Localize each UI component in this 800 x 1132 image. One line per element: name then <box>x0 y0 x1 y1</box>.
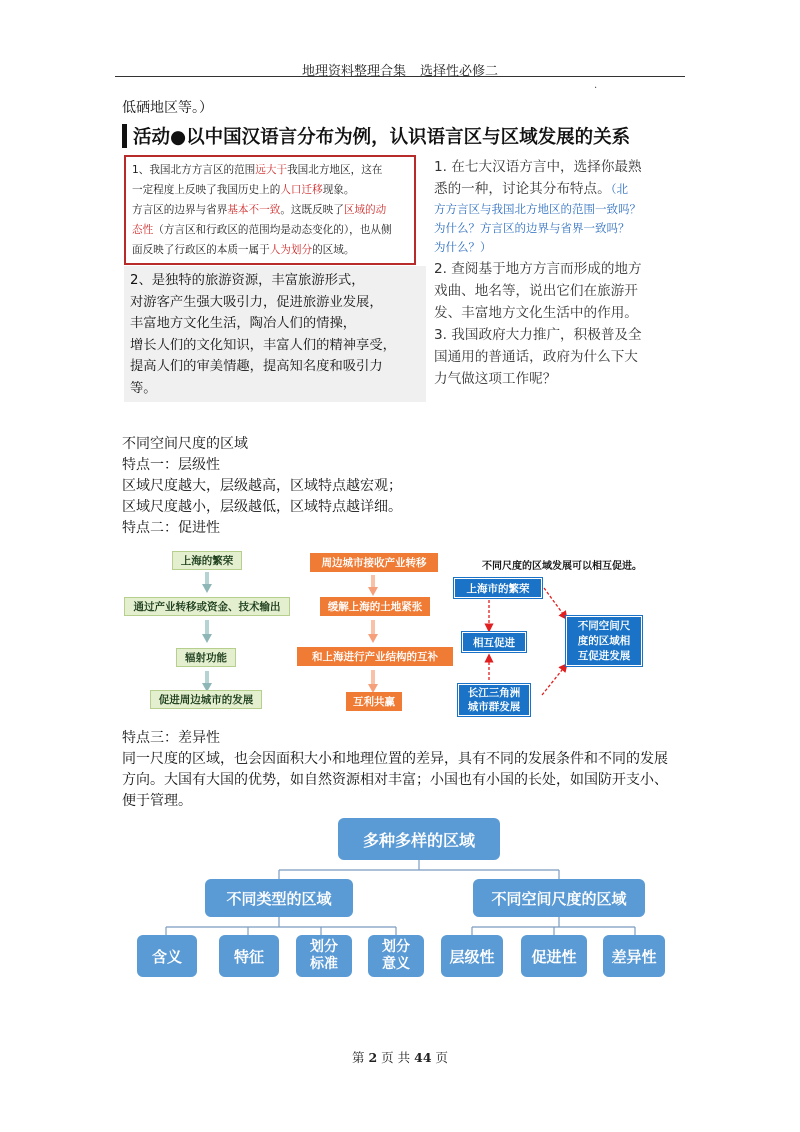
flow-green-step-1: 上海的繁荣 <box>172 551 242 570</box>
tree-root: 多种多样的区域 <box>338 818 500 860</box>
feature-1-line-2: 区域尺度越小，层级越低，区域特点越详细。 <box>122 499 402 515</box>
intro-tail: 低硒地区等。） <box>122 100 213 116</box>
footer-page-number: 2 <box>368 1050 378 1065</box>
feature-3-line-2: 方向。大国有大国的优势，如自然资源相对丰富；小国也有小国的长处，如国防开支小、 <box>122 772 668 788</box>
flow-orange-arrow <box>368 587 378 596</box>
flow-orange-step-2: 缓解上海的土地紧张 <box>320 597 430 616</box>
tree-leaf-difference: 差异性 <box>603 935 665 977</box>
flow-blue-shanghai: 上海市的繁荣 <box>454 578 542 598</box>
answer2-line: 提高人们的审美情趣，提高知名度和吸引力 <box>130 359 383 374</box>
question-1-note: 为什么？方言区的边界与省界一致吗？ <box>434 221 630 235</box>
answer-line-1: 1、我国北方方言区的范围远大于我国北方地区，这在 <box>132 164 383 176</box>
dashed-arrow-2 <box>542 665 566 695</box>
header-subtitle: 选择性必修二 <box>420 64 499 79</box>
header-title: 地理资料整理合集 <box>301 64 406 79</box>
answer-line-4: 态性（方言区和行政区的范围均是动态变化的），也从侧 <box>132 224 392 236</box>
question-1-note: 为什么？） <box>434 240 492 254</box>
header-dot: . <box>594 80 598 91</box>
question-3: 3. 我国政府大力推广，积极普及全 国通用的普通话，政府为什么下大 力气做这项工作呢？ <box>434 327 642 387</box>
feature-2-title: 特点二：促进性 <box>122 520 220 536</box>
flow-orange-step-3: 和上海进行产业结构的互补 <box>297 647 453 666</box>
footer-total-pages: 44 <box>414 1050 432 1065</box>
feature-1-line-1: 区域尺度越大，层级越高，区域特点越宏观； <box>122 478 402 494</box>
tree-leaf-criteria: 划分 标准 <box>296 935 352 977</box>
feature-1-title: 特点一：层级性 <box>122 457 220 473</box>
tree-leaf-hierarchy: 层级性 <box>441 935 503 977</box>
answer-line-5: 面反映了行政区的本质一属于人为划分的区域。 <box>132 244 355 256</box>
activity-title <box>122 122 630 150</box>
activity-title-text: 活动●以中国汉语言分布为例，认识语言区与区域发展的关系 <box>133 127 631 148</box>
dashed-arrow-1 <box>544 588 566 618</box>
answer-panel-2-text <box>130 270 430 399</box>
question-1: 1. 在七大汉语方言中，选择你最熟 悉的一种，讨论其分布特点。（北 方方言区与我国北方地区的范围一致吗？ 为什么？方言区的边界与省界一致吗？ 为什么？） <box>434 156 684 257</box>
flow-orange-step-4: 互利共赢 <box>346 692 402 711</box>
answer2-line: 2、是独特的旅游资源，丰富旅游形式， <box>130 273 365 288</box>
answer-box-1 <box>124 155 416 265</box>
answer-line-3: 方言区的边界与省界基本不一致。这既反映了区域的动 <box>132 204 387 216</box>
feature-3-title: 特点三：差异性 <box>122 730 220 746</box>
flow-blue-yangtze: 长江三角洲 城市群发展 <box>458 684 530 716</box>
flow-blue-title: 不同尺度的区域发展可以相互促进。 <box>482 561 642 572</box>
question-1-note: 方方言区与我国北方地区的范围一致吗？ <box>434 202 641 216</box>
question-2: 2. 查阅基于地方方言而形成的地方 戏曲、地名等，说出它们在旅游开 发、丰富地方文化生活中的作用。 <box>434 261 642 321</box>
answer2-line: 对游客产生强大吸引力，促进旅游业发展， <box>130 294 383 310</box>
flow-blue-mutual: 相互促进 <box>462 632 526 652</box>
flow-green-step-4: 促进周边城市的发展 <box>150 690 262 709</box>
answer2-line: 丰富地方文化生活，陶冶人们的情操， <box>130 316 357 331</box>
activity-title-bar <box>122 124 127 148</box>
flow-green-step-2: 通过产业转移或资金、技术输出 <box>124 597 290 616</box>
section-heading: 不同空间尺度的区域 <box>122 436 248 452</box>
flow-green-step-3: 辐射功能 <box>176 648 236 667</box>
answer2-line: 增长人们的文化知识，丰富人们的精神享受， <box>130 337 396 353</box>
flow-green-arrow <box>202 584 212 593</box>
feature-3-line-1: 同一尺度的区域，也会因面积大小和地理位置的差异，具有不同的发展条件和不同的发展 <box>122 751 668 767</box>
tree-node-types: 不同类型的区域 <box>205 879 353 917</box>
tree-leaf-features: 特征 <box>219 935 279 977</box>
tree-leaf-promotion: 促进性 <box>521 935 587 977</box>
flow-green-arrow <box>202 634 212 643</box>
feature-3-line-3: 便于管理。 <box>122 793 192 809</box>
header-rule <box>115 76 685 77</box>
tree-node-scales: 不同空间尺度的区域 <box>473 879 645 917</box>
answer-line-2: 一定程度上反映了我国历史上的人口迁移现象。 <box>132 184 355 196</box>
flow-orange-step-1: 周边城市接收产业转移 <box>310 553 438 572</box>
tree-leaf-meaning: 含义 <box>137 935 197 977</box>
page-footer: 第 2 页 共 44 页 <box>351 1050 449 1065</box>
answer2-line: 等。 <box>130 380 157 396</box>
tree-leaf-significance: 划分 意义 <box>368 935 424 977</box>
flow-blue-result: 不同空间尺 度的区域相 互促进发展 <box>566 616 642 666</box>
flow-orange-arrow <box>368 634 378 643</box>
